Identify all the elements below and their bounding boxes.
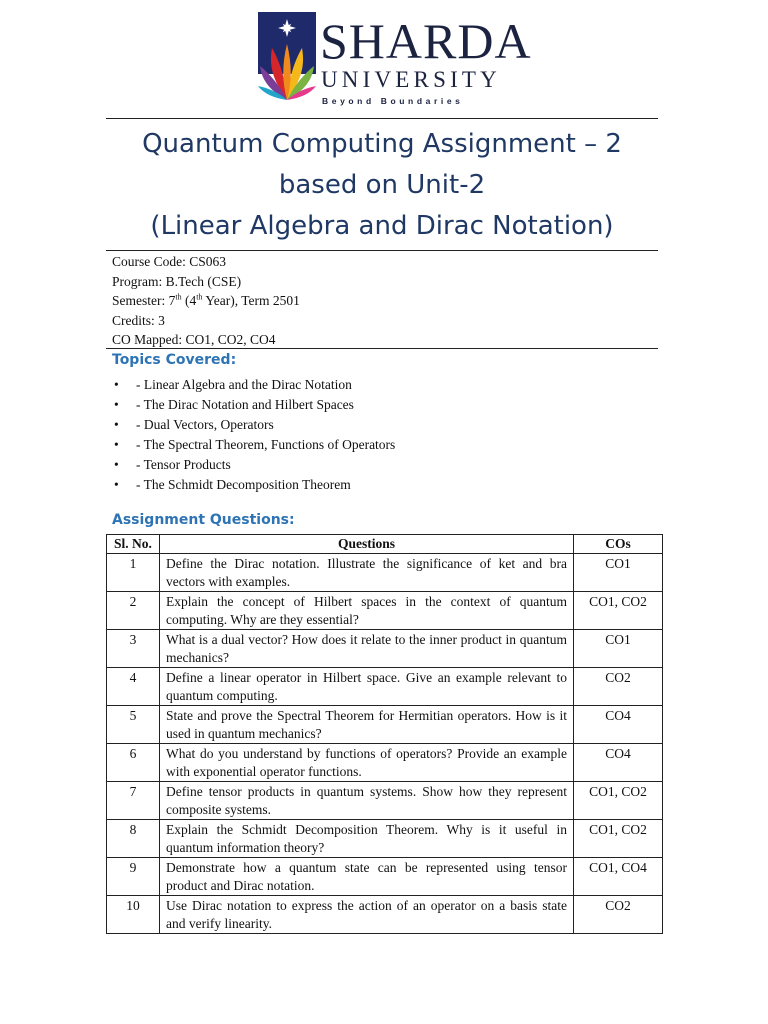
university-logo (258, 12, 532, 106)
table-row (107, 820, 663, 858)
title-line-1: Quantum Computing Assignment – 2 (142, 129, 622, 159)
list-item: • - The Spectral Theorem, Functions of Operators (114, 436, 396, 452)
cell-cos: CO1, CO4 (574, 858, 663, 896)
topics-heading: Topics Covered: (112, 352, 237, 368)
table-row (107, 858, 663, 896)
cell-cos: CO4 (574, 706, 663, 744)
cell-sl-no: 2 (107, 592, 160, 630)
cell-question: Explain the concept of Hilbert spaces in the context of quantum computing. Why are they essential? (160, 592, 574, 630)
list-item: • - Dual Vectors, Operators (114, 416, 274, 432)
co-mapped: CO Mapped: CO1, CO2, CO4 (112, 332, 276, 347)
course-code: Course Code: CS063 (112, 254, 227, 269)
cell-cos: CO1, CO2 (574, 820, 663, 858)
cell-cos: CO2 (574, 668, 663, 706)
cell-question: What is a dual vector? How does it relate to the inner product in quantum mechanics? (160, 630, 574, 668)
table-row (107, 782, 663, 820)
cell-cos: CO1 (574, 630, 663, 668)
cell-cos: CO4 (574, 744, 663, 782)
cell-question: Define tensor products in quantum systems. Show how they represent composite systems. (160, 782, 574, 820)
column-header-cos: COs (574, 535, 663, 554)
list-item: • - Tensor Products (114, 456, 231, 472)
cell-sl-no: 4 (107, 668, 160, 706)
table-row (107, 896, 663, 934)
university-tagline: Beyond Boundaries (322, 96, 464, 106)
university-name: SHARDA (320, 13, 532, 69)
table-header-row (107, 535, 663, 554)
cell-sl-no: 10 (107, 896, 160, 934)
cell-cos: CO1 (574, 554, 663, 592)
column-header-sl-no: Sl. No. (107, 535, 160, 554)
table-row (107, 706, 663, 744)
cell-sl-no: 7 (107, 782, 160, 820)
list-item: • - The Schmidt Decomposition Theorem (114, 476, 351, 492)
table-row (107, 668, 663, 706)
table-row (107, 630, 663, 668)
cell-sl-no: 3 (107, 630, 160, 668)
cell-cos: CO2 (574, 896, 663, 934)
cell-sl-no: 9 (107, 858, 160, 896)
list-item: • - The Dirac Notation and Hilbert Spaces (114, 396, 354, 412)
header-divider (106, 118, 658, 119)
list-item: • - Linear Algebra and the Dirac Notation (114, 377, 352, 392)
university-subtitle: UNIVERSITY (321, 67, 501, 92)
cell-sl-no: 6 (107, 744, 160, 782)
table-row (107, 744, 663, 782)
title-line-2: based on Unit-2 (278, 170, 486, 200)
column-header-questions: Questions (160, 535, 574, 554)
cell-question: Demonstrate how a quantum state can be represented using tensor product and Dirac notation. (160, 858, 574, 896)
cell-question: State and prove the Spectral Theorem for Hermitian operators. How is it used in quantum mechanics? (160, 706, 574, 744)
sharda-emblem-icon (258, 12, 316, 102)
cell-question: Define the Dirac notation. Illustrate the significance of ket and bra vectors with examples. (160, 554, 574, 592)
cell-cos: CO1, CO2 (574, 592, 663, 630)
title-line-3: (Linear Algebra and Dirac Notation) (150, 211, 614, 241)
cell-sl-no: 8 (107, 820, 160, 858)
cell-question: Explain the Schmidt Decomposition Theorem. Why is it useful in quantum information theory? (160, 820, 574, 858)
cell-sl-no: 5 (107, 706, 160, 744)
questions-table (106, 534, 663, 934)
topics-list (112, 375, 395, 494)
cell-question: Use Dirac notation to express the action of an operator on a basis state and verify linearity. (160, 896, 574, 934)
cell-question: Define a linear operator in Hilbert space. Give an example relevant to quantum computing. (160, 668, 574, 706)
cell-cos: CO1, CO2 (574, 782, 663, 820)
table-row (107, 592, 663, 630)
credits: Credits: 3 (112, 312, 165, 328)
info-divider (106, 348, 658, 349)
semester: Semester: 7th (4th Year), Term 2501 (112, 292, 300, 308)
table-row (107, 554, 663, 592)
program: Program: B.Tech (CSE) (112, 273, 242, 289)
assignment-heading: Assignment Questions: (112, 512, 295, 528)
cell-question: What do you understand by functions of operators? Provide an example with exponential operator functions. (160, 744, 574, 782)
title-divider (106, 250, 658, 251)
course-info (112, 252, 300, 350)
page-title (106, 124, 658, 247)
cell-sl-no: 1 (107, 554, 160, 592)
